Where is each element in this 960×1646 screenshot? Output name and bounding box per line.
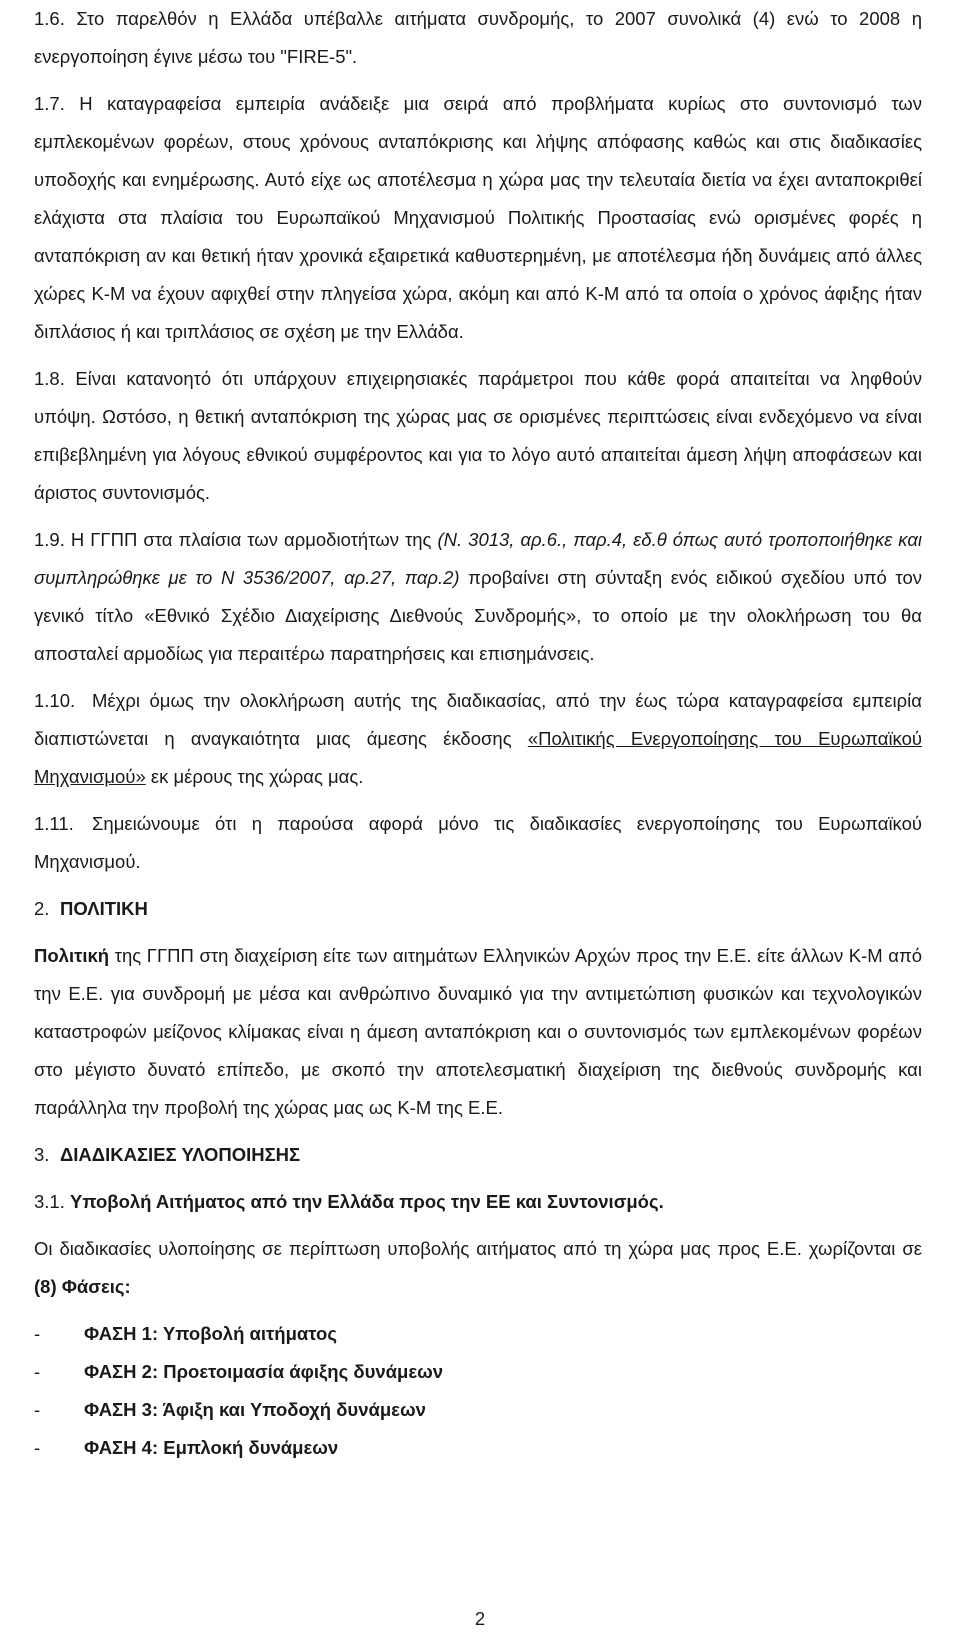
paragraph-1-10-end: εκ μέρους της χώρας μας. — [145, 766, 364, 787]
section-3-number: 3. — [34, 1144, 50, 1165]
paragraph-1-9-legal-reference: (Ν. 3013, αρ.6., παρ.4, εδ.θ όπως αυτό τροποποιήθηκε και συμπληρώθηκε με το Ν 3536/2007, αρ.27, παρ.2) — [34, 529, 922, 588]
paragraph-1-9 — [34, 521, 922, 673]
list-item — [34, 1353, 922, 1391]
activation-policy-reference: «Πολιτικής Ενεργοποίησης του Ευρωπαϊκού Μηχανισμού» — [34, 728, 922, 787]
list-dash: - — [34, 1399, 41, 1420]
paragraph-1-6: 1.6. Στο παρελθόν η Ελλάδα υπέβαλλε αιτήματα συνδρομής, το 2007 συνολικά (4) ενώ το 2008 η ενεργοποίηση έγινε μέσω του "FIRE-5". — [34, 8, 922, 67]
paragraph-1-8: 1.8. Είναι κατανοητό ότι υπάρχουν επιχειρησιακές παράμετροι που κάθε φορά απαιτείται να ληφθούν υπόψη. Ωστόσο, η θετική ανταπόκριση της χώρας μας σε ορισμένες περιπτώσεις είναι ενδεχόμενο να είναι επιβεβλημένη για λόγους εθνικού συμφέροντος και για το λόγο αυτό απαιτείται άμεση λήψη αποφάσεων και άριστος συντονισμός. — [34, 368, 922, 503]
paragraph-1-10 — [34, 682, 922, 796]
section-3-title: ΔΙΑΔΙΚΑΣΙΕΣ ΥΛΟΠΟΙΗΣΗΣ — [60, 1144, 301, 1165]
section-2-title: ΠΟΛΙΤΙΚΗ — [60, 898, 148, 919]
paragraph-1-10-number: 1.10. — [34, 690, 76, 711]
paragraph-1-11-number: 1.11. — [34, 813, 74, 834]
phases-intro-text: Οι διαδικασίες υλοποίησης σε περίπτωση υποβολής αιτήματος από τη χώρα μας προς Ε.Ε. χωρίζονται σε — [34, 1238, 922, 1259]
list-item — [34, 1391, 922, 1429]
phase-list — [34, 1315, 922, 1467]
phases-count: (8) Φάσεις: — [34, 1276, 131, 1297]
policy-paragraph — [34, 937, 922, 1127]
policy-lead-word: Πολιτική — [34, 945, 110, 966]
paragraph-1-11-text: Σημειώνουμε ότι η παρούσα αφορά μόνο τις διαδικασίες ενεργοποίησης του Ευρωπαϊκού Μηχανισμού. — [34, 813, 922, 872]
paragraph-1-10-start: Μέχρι όμως την ολοκλήρωση αυτής της διαδικασίας, από την έως τώρα καταγραφείσα εμπειρία διαπιστώνεται η αναγκαιότητα μιας άμεσης έκδοσης — [34, 690, 922, 749]
section-3-1-title: Υποβολή Αιτήματος από την Ελλάδα προς την ΕΕ και Συντονισμός. — [70, 1191, 664, 1212]
phase-4: ΦΑΣΗ 4: Εμπλοκή δυνάμεων — [84, 1437, 339, 1458]
paragraph-1-9-end: προβαίνει στη σύνταξη ενός ειδικού σχεδίου υπό τον γενικό τίτλο «Εθνικό Σχέδιο Διαχείρισης Διεθνούς Συνδρομής», το οποίο με την ολοκλήρωση του θα αποσταλεί αρμοδίως για περαιτέρω παρατηρήσεις και επισημάνσεις. — [34, 567, 922, 664]
policy-text: της ΓΓΠΠ στη διαχείριση είτε των αιτημάτων Ελληνικών Αρχών προς την Ε.Ε. είτε άλλων Κ-Μ από την Ε.Ε. για συνδρομή με μέσα και ανθρώπινο δυναμικό για την αντιμετώπιση φυσικών και τεχνολογικών καταστροφών μείζονος κλίμακας είναι η άμεση ανταπόκριση και ο συντονισμός των εμπλεκομένων φορέων στο μέγιστο δυνατό επίπεδο, με σκοπό την αποτελεσματική διαχείριση της διεθνούς συνδρομής και παράλληλα την προβολή της χώρας μας ως Κ-Μ της Ε.Ε. — [34, 945, 922, 1118]
section-3-1-number: 3.1. — [34, 1191, 65, 1212]
paragraph-1-9-start: 1.9. Η ΓΓΠΠ στα πλαίσια των αρμοδιοτήτων της — [34, 529, 438, 550]
section-3-heading — [34, 1136, 922, 1174]
list-dash: - — [34, 1437, 41, 1458]
paragraph-1-11 — [34, 805, 922, 881]
phase-1: ΦΑΣΗ 1: Υποβολή αιτήματος — [84, 1323, 337, 1344]
list-item — [34, 1315, 922, 1353]
section-2-heading — [34, 890, 922, 928]
list-item — [34, 1429, 922, 1467]
phase-2: ΦΑΣΗ 2: Προετοιμασία άφιξης δυνάμεων — [84, 1361, 444, 1382]
list-dash: - — [34, 1361, 41, 1382]
section-2-number: 2. — [34, 898, 50, 919]
section-3-1-heading — [34, 1183, 922, 1221]
phases-intro — [34, 1230, 922, 1306]
phase-3: ΦΑΣΗ 3: Άφιξη και Υποδοχή δυνάμεων — [84, 1399, 426, 1420]
list-dash: - — [34, 1323, 41, 1344]
paragraph-1-7: 1.7. Η καταγραφείσα εμπειρία ανάδειξε μια σειρά από προβλήματα κυρίως στο συντονισμό των εμπλεκομένων φορέων, στους χρόνους ανταπόκρισης και λήψης απόφασης καθώς και στις διαδικασίες υποδοχής και ενημέρωσης. Αυτό είχε ως αποτέλεσμα η χώρα μας την τελευταία διετία να έχει ανταποκριθεί ελάχιστα στα πλαίσια του Ευρωπαϊκού Μηχανισμού Πολιτικής Προστασίας ενώ ορισμένες φορές η ανταπόκριση αν και θετική ήταν χρονικά εξαιρετικά καθυστερημένη, με αποτέλεσμα ήδη δυνάμεις από άλλες χώρες Κ-Μ να έχουν αφιχθεί στην πληγείσα χώρα, ακόμη και από Κ-Μ από τα οποία ο χρόνος άφιξης ήταν διπλάσιος ή και τριπλάσιος σε σχέση με την Ελλάδα. — [34, 93, 922, 342]
page-number: 2 — [474, 1608, 486, 1629]
